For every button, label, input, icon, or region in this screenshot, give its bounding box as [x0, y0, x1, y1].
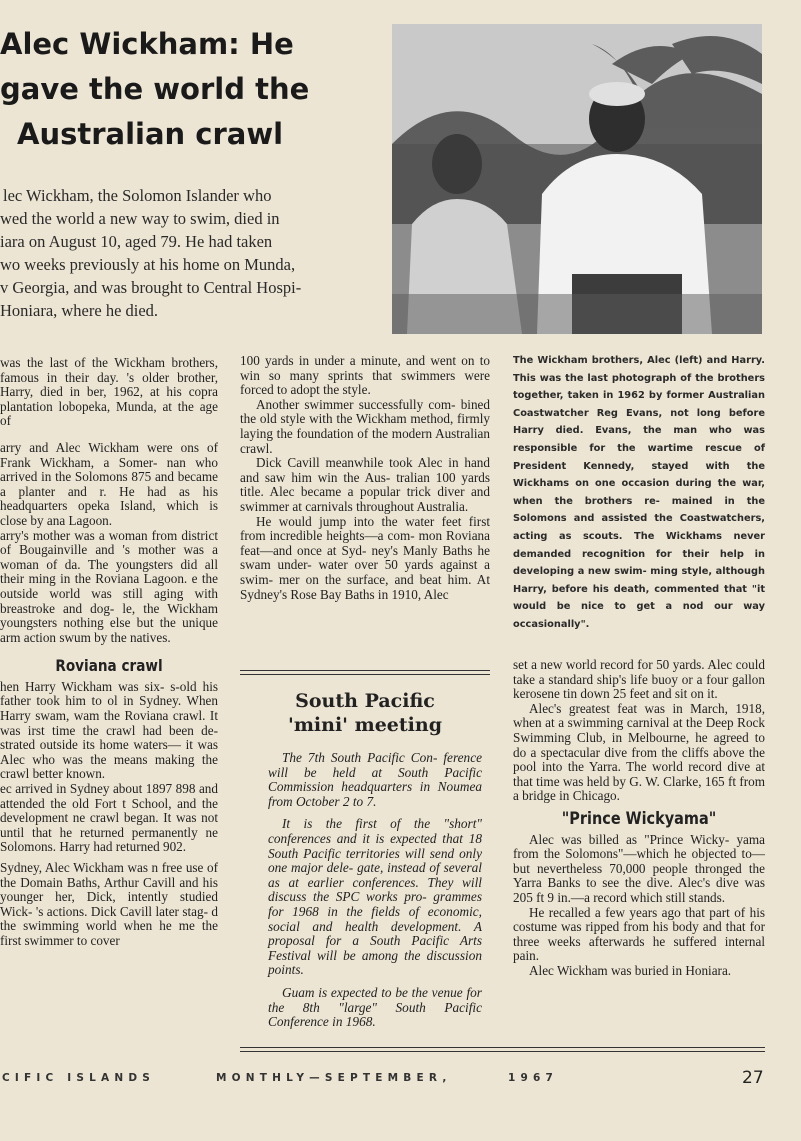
- paragraph: hen Harry Wickham was six- s-old his father took him to ol in Sydney. When Harry swam, wam the Roviana crawl. It was irst time the crawl had been de- strated outside its home waters— it was Alec who was the means making the crawl better known.: [0, 678, 218, 782]
- box-title-line-2: 'mini' meeting: [288, 714, 442, 736]
- paragraph: Sydney, Alec Wickham was n free use of the Domain Baths, Arthur Cavill and his younger her, Dick, intently studied Wick- 's actions. Dick Cavill later stag- d the swimming world when he me the first swimmer to cover: [0, 860, 218, 948]
- intro-line-2: wed the world a new way to swim, died in: [0, 209, 280, 228]
- intro-line-1: lec Wickham, the Solomon Islander who: [3, 186, 272, 205]
- paragraph: arry and Alec Wickham were ons of Frank Wickham, a Somer- nan who arrived in the Solomons 875 and became a planter and r. He had as his headquarters opeka Island, which is close by ana Lagoon.: [0, 439, 218, 528]
- sidebar-box: [240, 670, 490, 1048]
- intro-line-3: iara on August 10, aged 79. He had taken: [0, 232, 273, 251]
- subhead-roviana-crawl: Roviana crawl: [55, 656, 163, 676]
- headline-line-1: Alec Wickham: He: [0, 27, 294, 61]
- box-title: [240, 689, 490, 737]
- box-paragraph: Guam is expected to be the venue for the 8th "large" South Pacific Conference in 1968.: [268, 984, 482, 1030]
- paragraph: set a new world record for 50 yards. Alec could take a standard ship's life buoy or a four gallon kerosene tin down 25 feet and sit on it.: [513, 657, 765, 702]
- article-column-2: [240, 354, 490, 602]
- box-top-rule: [240, 670, 490, 675]
- footer-rule: [240, 1047, 765, 1052]
- paragraph: was the last of the Wickham brothers, famous in their day. 's older brother, Harry, died in ber, 1962, at his copra plantation lobopeka, Munda, at the age of: [0, 355, 218, 429]
- footer-year: 1967: [508, 1072, 559, 1084]
- article-column-3: [513, 658, 765, 978]
- paragraph: Alec was billed as "Prince Wicky- yama from the Solomons"—which he objected to—but nevertheless 70,000 people thronged the Yarra Banks to see the dive. Alec's dive was 205 ft 9 in.—a record which still stands.: [513, 831, 765, 905]
- photo-illustration: [392, 24, 762, 334]
- intro-line-4: wo weeks previously at his home on Munda,: [0, 255, 296, 274]
- footer-month: MONTHLY—SEPTEMBER,: [216, 1072, 452, 1084]
- paragraph: 100 yards in under a minute, and went on to win so many sprints that swimmers were forced to adopt the style.: [240, 353, 490, 398]
- box-paragraph: It is the first of the "short" conferences and it is expected that 18 South Pacific territories will send only one major dele- gate, instead of several as at earlier conferences. They will discuss the SPC works pro- grammes for 1968 in the fields of economic, social and health development. A proposal for a South Pacific Arts Festival will be among the discussion points.: [268, 816, 482, 978]
- box-paragraph: The 7th South Pacific Con- ference will be held at South Pacific Commission headquarters in Noumea from October 2 to 7.: [268, 750, 482, 809]
- paragraph: Another swimmer successfully com- bined the old style with the Wickham method, firmly laying the foundation of the modern Australian crawl.: [240, 396, 490, 456]
- paragraph: Alec's greatest feat was in March, 1918, when at a swimming carnival at the Deep Rock Swimming Club, in Melbourne, he agreed to do a spectacular dive from the cliffs above the pool into the Yarra. The world record dive at that time was held by G. W. Clarke, 165 ft from a bridge in Chicago.: [513, 700, 765, 804]
- headline-line-3: Australian crawl: [17, 117, 284, 151]
- photo-caption: [513, 352, 765, 634]
- box-body: [240, 751, 490, 1030]
- box-title-line-1: South Pacific: [295, 690, 435, 712]
- article-column-1: [0, 356, 218, 949]
- subhead-prince-wickyama: "Prince Wickyama": [561, 808, 717, 829]
- intro-line-6: Honiara, where he died.: [0, 301, 159, 320]
- paragraph: He recalled a few years ago that part of his costume was ripped from his body and that for three weeks afterwards he suffered internal pain.: [513, 904, 765, 964]
- paragraph: arry's mother was a woman from district of Bougainville and 's mother was a woman of da. The youngsters did all their ming in the Roviana Lagoon. e the outside world was still aging with breastroke and dog- le, the Wickham youngsters nothing else but the unique arm action swum by the natives.: [0, 527, 218, 645]
- page-number: 27: [742, 1068, 764, 1088]
- footer-magazine: CIFIC ISLANDS: [2, 1072, 156, 1084]
- paragraph: Alec Wickham was buried in Honiara.: [529, 962, 732, 978]
- paragraph: Dick Cavill meanwhile took Alec in hand and saw him win the Aus- tralian 100 yards title. Alec became a popular trick diver and swimmer at carnivals throughout Australia.: [240, 455, 490, 514]
- paragraph: ec arrived in Sydney about 1897 898 and attended the old Fort t School, and the development ne crawl began. It was not until that he returned permanently ne Solomons. Harry had returned 902.: [0, 781, 218, 855]
- article-headline: [0, 22, 385, 157]
- headline-line-2: gave the world the: [0, 72, 310, 106]
- paragraph: He would jump into the water feet first from incredible heights—a com- mon Roviana feat—and once at Syd- ney's Manly Baths he swam under- water over 50 yards against a swim- mer on the surface, and beat him. At Sydney's Rose Bay Baths in 1910, Alec: [240, 513, 490, 602]
- caption-text: The Wickham brothers, Alec (left) and Harry. This was the last photograph of the brothers together, taken in 1962 by former Australian Coastwatcher Reg Evans, not long before Harry died. Evans, the man who was responsible for the wartime rescue of President Kennedy, stayed with the Wickhams on one occasion during the war, when the brothers re- mained in the Solomons and assisted the Coastwatchers, acting as scouts. The Wickhams never demanded recognition for their help in developing a new swim- ming style, although Harry, before his death, commented that "it would be nice to get a nod our way occasionally".: [513, 355, 765, 630]
- page-footer: [0, 1072, 770, 1090]
- article-intro: [0, 184, 368, 322]
- intro-line-5: v Georgia, and was brought to Central Hospi-: [0, 278, 302, 297]
- wickham-brothers-photo: [392, 24, 762, 334]
